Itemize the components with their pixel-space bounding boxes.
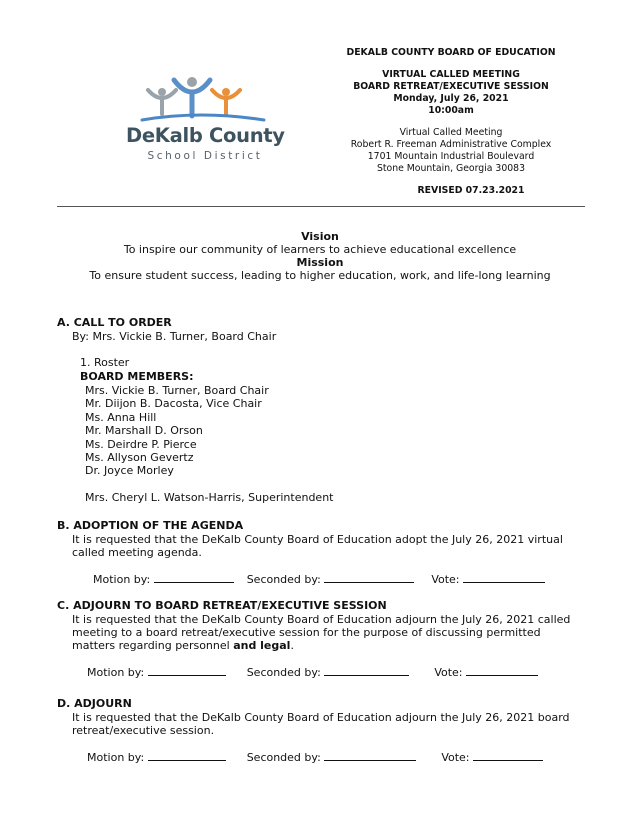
- section-b-line1: It is requested that the DeKalb County Board of Education adopt the July 26, 2021 virtual: [72, 533, 563, 546]
- district-logo: [126, 76, 285, 171]
- section-b-title: B. ADOPTION OF THE AGENDA: [57, 519, 244, 532]
- section-c-vote-row: [87, 665, 538, 679]
- section-d-title: D. ADJOURN: [57, 697, 132, 710]
- motion-label: Motion by:: [87, 666, 145, 679]
- section-b-vote-row: [93, 572, 545, 586]
- board-member: Ms. Allyson Gevertz: [85, 451, 194, 465]
- vote-blank[interactable]: [466, 665, 538, 676]
- vote-label: Vote:: [441, 751, 470, 764]
- vote-blank[interactable]: [473, 750, 543, 761]
- section-a-by: By: Mrs. Vickie B. Turner, Board Chair: [72, 330, 277, 343]
- section-c-line1: It is requested that the DeKalb County Board of Education adjourn the July 26, 2021 called: [72, 613, 571, 626]
- vote-label: Vote:: [434, 666, 463, 679]
- section-c-line3-end: .: [290, 639, 294, 652]
- logo-subtitle: School District: [147, 150, 263, 162]
- seconded-blank[interactable]: [324, 572, 414, 583]
- header-session: BOARD RETREAT/EXECUTIVE SESSION: [353, 81, 549, 92]
- header-address1: 1701 Mountain Industrial Boulevard: [367, 151, 535, 162]
- board-member: Mr. Diijon B. Dacosta, Vice Chair: [85, 397, 262, 411]
- board-member: Ms. Deirdre P. Pierce: [85, 437, 197, 451]
- board-members-title: BOARD MEMBERS:: [80, 370, 194, 383]
- seconded-label: Seconded by:: [246, 751, 321, 764]
- header-org: DEKALB COUNTY BOARD OF EDUCATION: [346, 47, 556, 58]
- section-d-vote-row: [87, 750, 543, 764]
- motion-blank[interactable]: [148, 750, 226, 761]
- header-meeting-type: VIRTUAL CALLED MEETING: [382, 69, 520, 80]
- vision-text: To inspire our community of learners to achieve educational excellence: [123, 243, 517, 256]
- seconded-label: Seconded by:: [246, 573, 321, 586]
- section-c-line3: [72, 639, 294, 652]
- motion-label: Motion by:: [87, 751, 145, 764]
- superintendent: Mrs. Cheryl L. Watson-Harris, Superintendent: [85, 491, 334, 504]
- board-member: Mrs. Vickie B. Turner, Board Chair: [85, 384, 269, 397]
- roster-label: 1. Roster: [80, 356, 130, 369]
- seconded-blank[interactable]: [324, 665, 409, 676]
- motion-blank[interactable]: [154, 572, 234, 583]
- logo-name: DeKalb County: [126, 124, 285, 147]
- board-member: Mr. Marshall D. Orson: [85, 424, 203, 438]
- board-member: Ms. Anna Hill: [85, 410, 157, 424]
- seconded-label: Seconded by:: [246, 666, 321, 679]
- motion-label: Motion by:: [93, 573, 151, 586]
- section-d-line1: It is requested that the DeKalb County Board of Education adjourn the July 26, 2021 board: [72, 711, 570, 724]
- header-location-label: Virtual Called Meeting: [399, 127, 503, 138]
- section-b-line2: called meeting agenda.: [72, 546, 202, 559]
- logo-figures-graphic: [140, 76, 270, 126]
- section-d-line2: retreat/executive session.: [72, 724, 215, 737]
- vote-blank[interactable]: [463, 572, 545, 583]
- header-location-name: Robert R. Freeman Administrative Complex: [350, 139, 552, 150]
- seconded-blank[interactable]: [324, 750, 416, 761]
- section-a-title: A. CALL TO ORDER: [57, 316, 172, 329]
- section-c-title: C. ADJOURN TO BOARD RETREAT/EXECUTIVE SESSION: [57, 599, 387, 612]
- header-revised: REVISED 07.23.2021: [417, 185, 525, 196]
- section-c-line3-bold: and legal: [233, 639, 291, 652]
- section-c-line2: meeting to a board retreat/executive session for the purpose of discussing permitted: [72, 626, 541, 639]
- section-c-line3-text: matters regarding personnel: [72, 639, 234, 652]
- header-address2: Stone Mountain, Georgia 30083: [376, 163, 525, 174]
- motion-blank[interactable]: [148, 665, 226, 676]
- header-divider: [57, 206, 585, 207]
- mission-title: Mission: [296, 256, 344, 269]
- header-date: Monday, July 26, 2021: [393, 93, 509, 104]
- vote-label: Vote:: [431, 573, 460, 586]
- mission-text: To ensure student success, leading to higher education, work, and life-long learning: [89, 269, 551, 282]
- vision-title: Vision: [301, 230, 339, 243]
- board-member-list: [85, 384, 269, 478]
- board-member: Dr. Joyce Morley: [85, 464, 174, 478]
- header-time: 10:00am: [428, 105, 474, 116]
